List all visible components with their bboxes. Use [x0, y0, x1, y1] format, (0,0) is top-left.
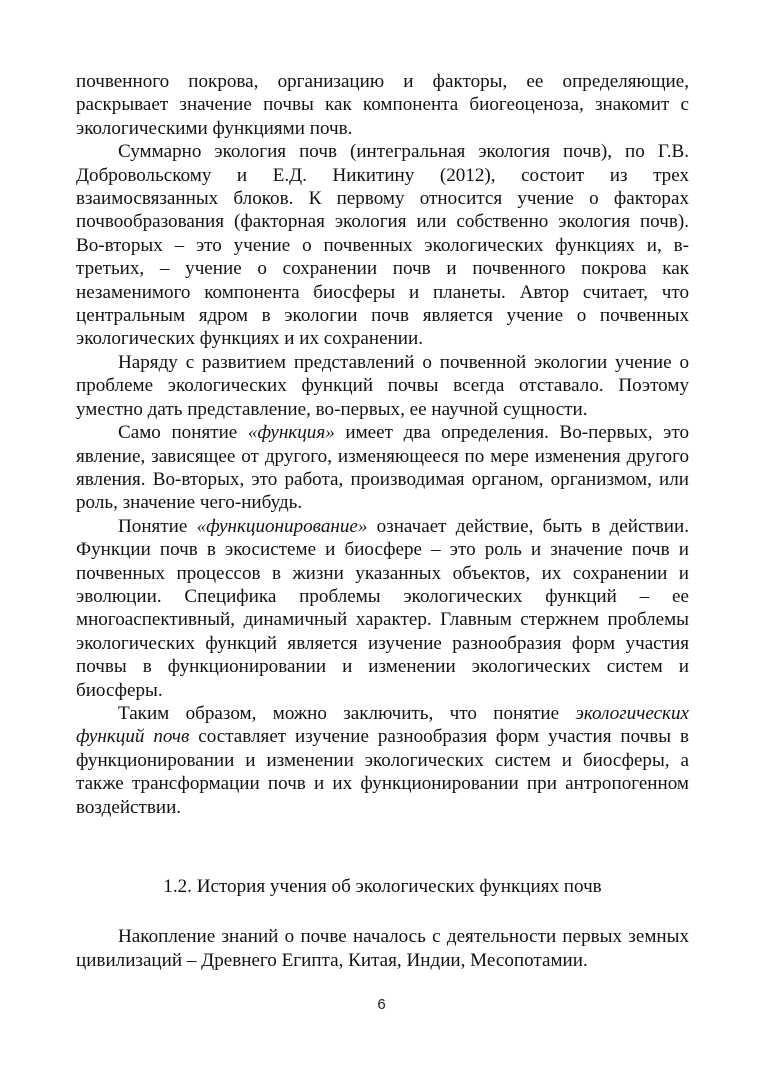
text-span: Понятие [118, 515, 197, 537]
section-heading: 1.2. История учения об экологических функциях почв [163, 876, 602, 897]
paragraph-ecological-functions-problem: Наряду с развитием представлений о почвенной экологии учение о проблеме экологических функций почвы всегда отставало. Поэтому уместно дать представление, во-первых, ее научной сущности. [76, 351, 689, 420]
paragraph-function-definition [76, 421, 689, 515]
italic-term-ecological-functions: экологических функций почв [76, 702, 689, 748]
text-span: составляет изучение разнообразия форм участия почвы в функционировании и изменении экологических систем и биосферы, а также трансформации почв и их функционировании при антропогенном воздействии. [76, 726, 689, 818]
text-span: Таким образом, можно заключить, что понятие [118, 702, 576, 724]
paragraph-functioning-definition [76, 515, 689, 702]
paragraph-history-start: Накопление знаний о почве началось с деятельности первых земных цивилизаций – Древнего Египта, Китая, Индии, Месопотамии. [76, 926, 689, 971]
paragraph-continuation: почвенного покрова, организацию и факторы, ее определяющие, раскрывает значение почвы как компонента биогеоценоза, знакомит с экологическими функциями почв. [76, 71, 689, 139]
italic-term-function: «функция» [247, 422, 335, 444]
paragraph-conclusion [76, 702, 689, 819]
page-number: 6 [377, 996, 386, 1013]
page-body [76, 70, 689, 972]
text-span: имеет два определения. Во-первых, это явление, зависящее от другого, изменяющееся по мере изменения другого явления. Во-вторых, это работа, производимая органом, организмом, или роль, значение чего-нибудь. [76, 422, 689, 514]
text-span: Само понятие [118, 422, 248, 444]
italic-term-functioning: «функционирование» [196, 515, 368, 537]
text-span: означает действие, быть в действии. Функции почв в экосистеме и биосфере – это роль и значение почв и почвенных процессов в жизни указанных объектов, их сохранении и эволюции. Специфика проблемы экологических функций – ее многоаспективный, динамичный характер. Главным стержнем проблемы экологических функций является изучение разнообразия форм участия почвы в функционировании и изменении экологических систем и биосферы. [76, 515, 689, 701]
paragraph-soil-ecology-blocks: Суммарно экология почв (интегральная экология почв), по Г.В. Добровольскому и Е.Д. Никитину (2012), состоит из трех взаимосвязанных блоков. К первому относится учение о факторах почвообразования (факторная экология или собственно экология почв). Во-вторых – это учение о почвенных экологических функциях и, в-третьих, – учение о сохранении почв и почвенного покрова как незаменимого компонента биосферы и планеты. Автор считает, что центральным ядром в экологии почв является учение о почвенных экологических функциях и их сохранении. [76, 141, 689, 350]
